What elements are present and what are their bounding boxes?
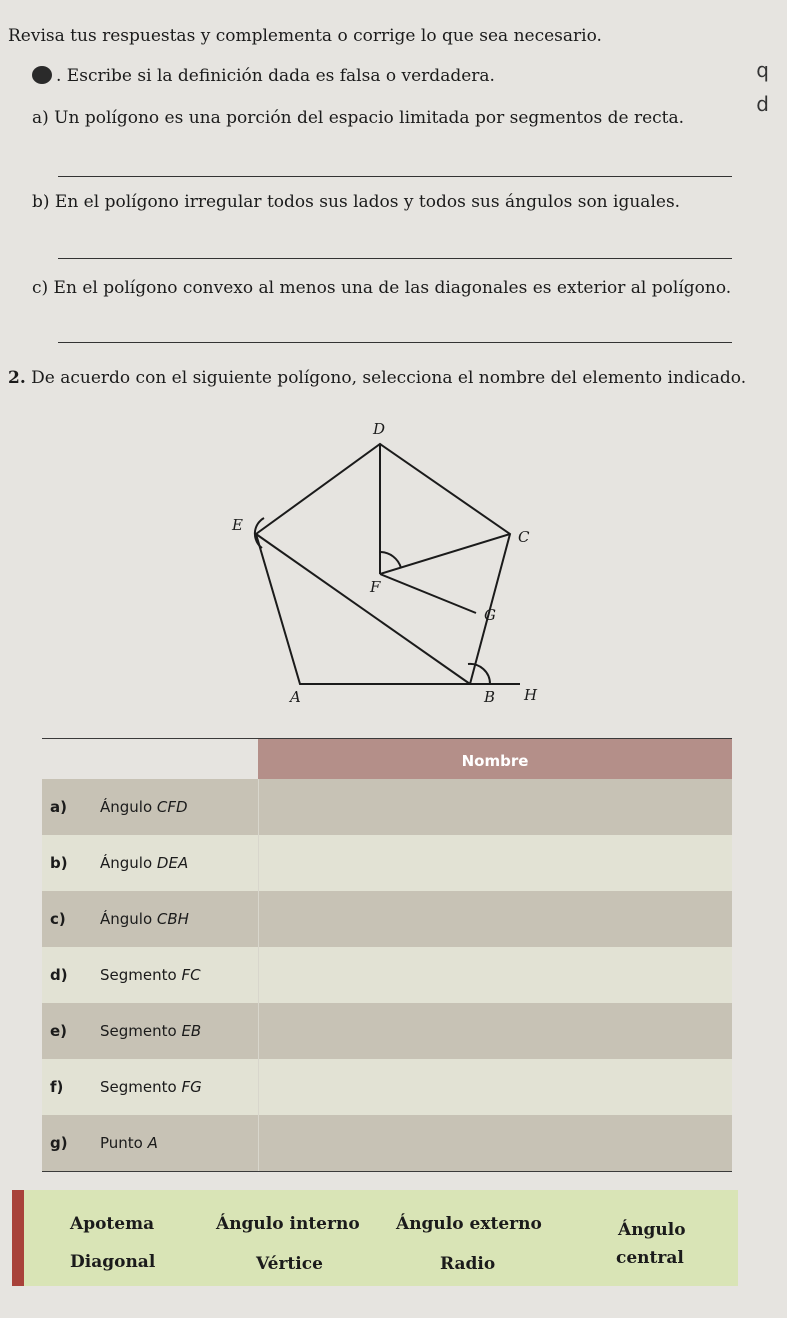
row-answer-cell[interactable] xyxy=(258,1003,732,1059)
table-row xyxy=(42,779,732,835)
pentagon-figure xyxy=(220,410,580,720)
option-angulo-central-line2: central xyxy=(616,1248,684,1268)
segment-fc xyxy=(380,534,510,574)
row-letter: b) xyxy=(50,854,68,872)
row-answer-cell[interactable] xyxy=(258,1115,732,1171)
row-element-variable: A xyxy=(147,1134,158,1152)
row-element xyxy=(100,798,258,816)
segment-fg xyxy=(380,574,476,613)
question-1-title xyxy=(32,66,495,86)
row-letter: f) xyxy=(50,1078,64,1096)
row-element-type: Segmento xyxy=(100,1022,182,1040)
table-row xyxy=(42,1003,732,1059)
row-element xyxy=(100,966,258,984)
label-g: G xyxy=(484,606,496,624)
table-row xyxy=(42,1115,732,1171)
label-f: F xyxy=(370,578,381,596)
row-element-variable: FG xyxy=(181,1078,202,1096)
options-accent-bar xyxy=(12,1190,24,1286)
option-vertice: Vértice xyxy=(256,1254,323,1274)
row-letter: a) xyxy=(50,798,67,816)
answer-line-a[interactable] xyxy=(58,176,732,177)
row-element-variable: CBH xyxy=(156,910,189,928)
row-element xyxy=(100,854,258,872)
row-element-type: Segmento xyxy=(100,1078,182,1096)
row-letter: c) xyxy=(50,910,66,928)
row-element-type: Ángulo xyxy=(100,854,157,872)
angle-arc-cfd xyxy=(380,552,401,568)
margin-note-q: q xyxy=(756,58,769,82)
option-apotema: Apotema xyxy=(70,1214,155,1234)
row-answer-cell[interactable] xyxy=(258,779,732,835)
table-row xyxy=(42,835,732,891)
row-letter: g) xyxy=(50,1134,68,1152)
answer-line-b[interactable] xyxy=(58,258,732,259)
row-answer-cell[interactable] xyxy=(258,835,732,891)
row-element-variable: EB xyxy=(181,1022,202,1040)
row-element-type: Punto xyxy=(100,1134,148,1152)
table-row xyxy=(42,947,732,1003)
row-element xyxy=(100,1078,258,1096)
option-diagonal: Diagonal xyxy=(70,1252,156,1272)
row-element-type: Segmento xyxy=(100,966,182,984)
row-answer-cell[interactable] xyxy=(258,1059,732,1115)
label-c: C xyxy=(518,528,530,546)
question-2 xyxy=(8,368,746,388)
row-element-type: Ángulo xyxy=(100,910,157,928)
pentagon-outline xyxy=(256,444,510,684)
row-element-variable: FC xyxy=(181,966,201,984)
table-row xyxy=(42,1059,732,1115)
row-element xyxy=(100,910,258,928)
table-header-nombre: Nombre xyxy=(258,739,732,779)
label-h: H xyxy=(524,686,538,704)
table-row xyxy=(42,891,732,947)
label-d: D xyxy=(373,420,386,438)
question-1-item-c: c) En el polígono convexo al menos una de las diagonales es exterior al polígono. xyxy=(32,278,732,298)
elements-table xyxy=(42,738,732,1172)
question-1-item-a: a) Un polígono es una porción del espacio limitada por segmentos de recta. xyxy=(32,108,685,128)
label-a: A xyxy=(290,688,301,706)
question-1-item-b: b) En el polígono irregular todos sus lados y todos sus ángulos son iguales. xyxy=(32,192,681,212)
option-angulo-externo: Ángulo externo xyxy=(396,1214,542,1234)
question-2-number: 2. xyxy=(8,368,26,388)
row-letter: d) xyxy=(50,966,68,984)
label-e: E xyxy=(232,516,243,534)
row-letter: e) xyxy=(50,1022,68,1040)
option-angulo-interno: Ángulo interno xyxy=(216,1214,360,1234)
question-2-text: De acuerdo con el siguiente polígono, selecciona el nombre del elemento indicado. xyxy=(25,368,747,388)
options-box xyxy=(12,1190,738,1286)
label-b: B xyxy=(484,688,496,706)
table-header-row xyxy=(42,738,732,779)
answer-line-c[interactable] xyxy=(58,342,732,343)
row-answer-cell[interactable] xyxy=(258,947,732,1003)
option-angulo-central-line1: Ángulo xyxy=(618,1220,686,1240)
instruction-text: Revisa tus respuestas y complementa o corrige lo que sea necesario. xyxy=(8,26,602,46)
row-element-variable: CFD xyxy=(156,798,188,816)
option-radio: Radio xyxy=(440,1254,496,1274)
margin-note-d: d xyxy=(756,92,769,116)
question-1-text: . Escribe si la definición dada es falsa o verdadera. xyxy=(56,66,495,86)
row-answer-cell[interactable] xyxy=(258,891,732,947)
row-element xyxy=(100,1134,258,1152)
row-element-type: Ángulo xyxy=(100,798,157,816)
row-element-variable: DEA xyxy=(156,854,189,872)
table-bottom-rule xyxy=(42,1171,732,1172)
question-1-number-mark xyxy=(32,66,52,84)
row-element xyxy=(100,1022,258,1040)
